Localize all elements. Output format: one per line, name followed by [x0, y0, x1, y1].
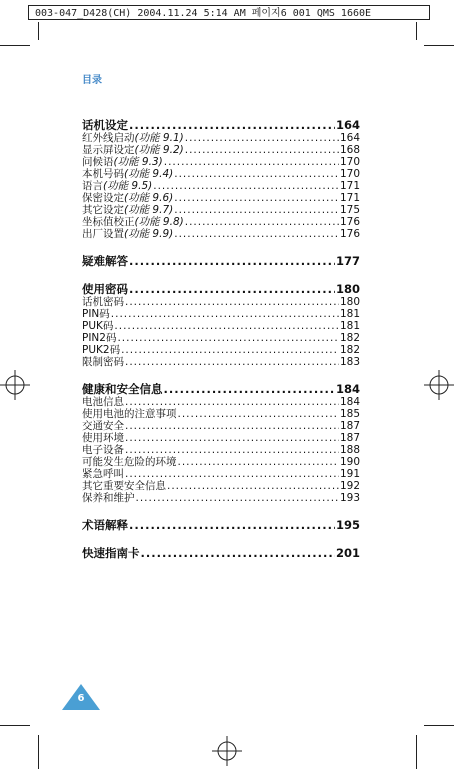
toc-entry-label: 电池信息: [82, 396, 124, 408]
toc-entry-label: 电子设备: [82, 444, 124, 456]
toc-leader-dots: [185, 132, 339, 144]
toc-entry-title: [82, 132, 184, 144]
toc-entry-title: [82, 332, 116, 344]
toc-group: [82, 282, 360, 368]
crop-mark-bottom-right-v: [416, 735, 417, 769]
toc-entry-function-ref: (功能 9.8): [134, 216, 184, 228]
table-of-contents: [82, 118, 360, 574]
crop-mark-bottom-left-h: [0, 725, 30, 726]
toc-leader-dots: [111, 308, 339, 320]
toc-entry[interactable]: [82, 216, 360, 228]
toc-entry[interactable]: [82, 332, 360, 344]
toc-entry-title: [82, 456, 177, 468]
toc-entry-label: 交通安全: [82, 420, 124, 432]
toc-entry-title: [82, 444, 124, 456]
toc-entry-label: 本机号码: [82, 168, 124, 180]
toc-entry-page: 182: [339, 332, 360, 344]
toc-group: [82, 254, 360, 268]
toc-entry[interactable]: [82, 192, 360, 204]
toc-entry[interactable]: [82, 228, 360, 240]
crop-mark-bottom-right-h: [424, 725, 454, 726]
toc-entry[interactable]: [82, 180, 360, 192]
toc-entry[interactable]: [82, 156, 360, 168]
toc-entry[interactable]: [82, 296, 360, 308]
toc-entry[interactable]: [82, 204, 360, 216]
toc-leader-dots: [178, 408, 339, 420]
crop-mark-top-left-v: [38, 22, 39, 40]
toc-entry-label: 限制密码: [82, 356, 124, 368]
toc-chapter-title: 快速指南卡: [82, 546, 140, 560]
toc-leader-dots: [174, 168, 339, 180]
toc-entry-page: 170: [339, 156, 360, 168]
toc-entry-page: 182: [339, 344, 360, 356]
toc-entry-function-ref: (功能 9.2): [134, 144, 184, 156]
toc-chapter-entry[interactable]: [82, 118, 360, 132]
toc-entry-title: [82, 356, 124, 368]
toc-entry-page: 180: [339, 296, 360, 308]
toc-entry-page: 191: [339, 468, 360, 480]
toc-leader-dots: [178, 456, 339, 468]
toc-chapter-entry[interactable]: [82, 282, 360, 296]
page-number: 6: [77, 693, 85, 704]
toc-entry-title: [82, 216, 184, 228]
crop-mark-top-right-v: [416, 22, 417, 40]
toc-leader-dots: [129, 254, 335, 268]
toc-entry-title: [82, 180, 152, 192]
crop-mark-bottom-left-v: [38, 735, 39, 769]
toc-chapter-title: 疑难解答: [82, 254, 128, 268]
toc-group: [82, 382, 360, 504]
toc-entry-title: [82, 480, 166, 492]
toc-entry-label: 其它设定: [82, 204, 124, 216]
toc-entry-title: [82, 420, 124, 432]
toc-chapter-title: 使用密码: [82, 282, 128, 296]
toc-group: [82, 546, 360, 560]
toc-entry-label: 问候语: [82, 156, 114, 168]
toc-entry-title: [82, 144, 184, 156]
toc-entry-title: [82, 468, 124, 480]
registration-mark-right-icon: [424, 370, 454, 400]
toc-entry-label: 语言: [82, 180, 103, 192]
toc-entry[interactable]: [82, 420, 360, 432]
toc-entry[interactable]: [82, 492, 360, 504]
toc-entry-label: PUK2码: [82, 344, 121, 356]
toc-entry-label: PUK码: [82, 320, 114, 332]
toc-entry-label: 其它重要安全信息: [82, 480, 166, 492]
toc-entry-title: [82, 156, 163, 168]
toc-entry-title: [82, 228, 173, 240]
toc-entry-label: 紧急呼叫: [82, 468, 124, 480]
toc-entry-label: 显示屏设定: [82, 144, 135, 156]
toc-entry-function-ref: (功能 9.7): [124, 204, 174, 216]
toc-entry[interactable]: [82, 396, 360, 408]
toc-entry[interactable]: [82, 308, 360, 320]
toc-leader-dots: [167, 480, 339, 492]
toc-leader-dots: [114, 320, 339, 332]
toc-entry-title: [82, 432, 124, 444]
toc-leader-dots: [117, 332, 338, 344]
toc-entry-page: 187: [339, 432, 360, 444]
toc-leader-dots: [125, 356, 339, 368]
toc-leader-dots: [153, 180, 339, 192]
toc-entry-page: 176: [339, 216, 360, 228]
toc-entry-page: 181: [339, 308, 360, 320]
toc-entry[interactable]: [82, 468, 360, 480]
toc-chapter-entry[interactable]: [82, 546, 360, 560]
toc-entry-page: 168: [339, 144, 360, 156]
toc-leader-dots: [164, 156, 339, 168]
toc-entry[interactable]: [82, 356, 360, 368]
toc-entry[interactable]: [82, 344, 360, 356]
crop-mark-top-left-h: [0, 45, 30, 46]
toc-entry-page: 190: [339, 456, 360, 468]
toc-entry-function-ref: (功能 9.5): [103, 180, 153, 192]
toc-chapter-page: 184: [335, 382, 360, 396]
toc-entry-label: PIN2码: [82, 332, 117, 344]
toc-leader-dots: [136, 492, 339, 504]
toc-leader-dots: [121, 344, 339, 356]
toc-entry-page: 184: [339, 396, 360, 408]
toc-entry-title: [82, 320, 113, 332]
toc-entry[interactable]: [82, 480, 360, 492]
section-label: 目录: [82, 75, 102, 86]
toc-entry-function-ref: (功能 9.6): [124, 192, 174, 204]
toc-entry-label: 使用电池的注意事项: [82, 408, 177, 420]
toc-entry-page: 188: [339, 444, 360, 456]
toc-entry-label: 可能发生危险的环境: [82, 456, 177, 468]
toc-entry-page: 187: [339, 420, 360, 432]
toc-entry-label: 保密设定: [82, 192, 124, 204]
toc-leader-dots: [129, 118, 335, 132]
toc-entry-page: 164: [339, 132, 360, 144]
toc-entry-function-ref: (功能 9.4): [124, 168, 174, 180]
toc-chapter-page: 177: [335, 254, 360, 268]
toc-entry-label: 坐标值校正: [82, 216, 135, 228]
toc-leader-dots: [185, 144, 339, 156]
toc-leader-dots: [185, 216, 339, 228]
toc-entry-page: 170: [339, 168, 360, 180]
toc-entry-title: [82, 204, 173, 216]
crop-mark-top-right-h: [424, 45, 454, 46]
toc-leader-dots: [129, 518, 335, 532]
toc-entry-page: 171: [339, 180, 360, 192]
toc-entry-page: 185: [339, 408, 360, 420]
toc-leader-dots: [129, 282, 335, 296]
toc-entry-page: 176: [339, 228, 360, 240]
toc-entry-title: [82, 192, 173, 204]
toc-entry-title: [82, 492, 135, 504]
toc-group: [82, 518, 360, 532]
toc-entry-title: [82, 308, 110, 320]
print-slug-header: 003-047_D428(CH) 2004.11.24 5:14 AM 페이지6 001 QMS 1660E: [28, 5, 430, 20]
toc-entry-page: 193: [339, 492, 360, 504]
toc-chapter-page: 201: [335, 546, 360, 560]
registration-mark-left-icon: [0, 370, 30, 400]
toc-chapter-title: 术语解释: [82, 518, 128, 532]
toc-chapter-page: 164: [335, 118, 360, 132]
toc-entry-label: 红外线启动: [82, 132, 135, 144]
toc-chapter-page: 195: [335, 518, 360, 532]
toc-chapter-title: 话机设定: [82, 118, 128, 132]
toc-leader-dots: [141, 546, 335, 560]
toc-entry-function-ref: (功能 9.9): [124, 228, 174, 240]
toc-entry-page: 192: [339, 480, 360, 492]
toc-chapter-page: 180: [335, 282, 360, 296]
toc-entry-title: [82, 168, 173, 180]
toc-entry-function-ref: (功能 9.3): [113, 156, 163, 168]
toc-entry-page: 183: [339, 356, 360, 368]
toc-entry-title: [82, 296, 124, 308]
toc-entry[interactable]: [82, 408, 360, 420]
toc-entry-page: 175: [339, 204, 360, 216]
toc-entry[interactable]: [82, 456, 360, 468]
toc-entry[interactable]: [82, 320, 360, 332]
toc-entry-function-ref: (功能 9.1): [134, 132, 184, 144]
toc-entry-label: 话机密码: [82, 296, 124, 308]
toc-leader-dots: [174, 228, 339, 240]
toc-leader-dots: [125, 420, 339, 432]
toc-entry-label: 使用环境: [82, 432, 124, 444]
toc-leader-dots: [174, 204, 339, 216]
toc-entry[interactable]: [82, 144, 360, 156]
toc-entry-page: 171: [339, 192, 360, 204]
toc-entry[interactable]: [82, 168, 360, 180]
toc-entry-title: [82, 344, 120, 356]
toc-leader-dots: [164, 382, 335, 396]
toc-chapter-entry[interactable]: [82, 518, 360, 532]
toc-leader-dots: [125, 468, 339, 480]
toc-entry[interactable]: [82, 444, 360, 456]
toc-chapter-title: 健康和安全信息: [82, 382, 163, 396]
toc-leader-dots: [125, 396, 339, 408]
registration-mark-bottom-icon: [212, 736, 242, 766]
toc-group: [82, 118, 360, 240]
toc-entry-title: [82, 396, 124, 408]
toc-entry-page: 181: [339, 320, 360, 332]
toc-leader-dots: [125, 444, 339, 456]
toc-leader-dots: [174, 192, 339, 204]
toc-entry-title: [82, 408, 177, 420]
toc-leader-dots: [125, 432, 339, 444]
toc-chapter-entry[interactable]: [82, 382, 360, 396]
toc-entry-label: 保养和维护: [82, 492, 135, 504]
toc-entry[interactable]: [82, 132, 360, 144]
toc-entry-label: 出厂设置: [82, 228, 124, 240]
toc-leader-dots: [125, 296, 339, 308]
toc-entry[interactable]: [82, 432, 360, 444]
toc-chapter-entry[interactable]: [82, 254, 360, 268]
toc-entry-label: PIN码: [82, 308, 110, 320]
